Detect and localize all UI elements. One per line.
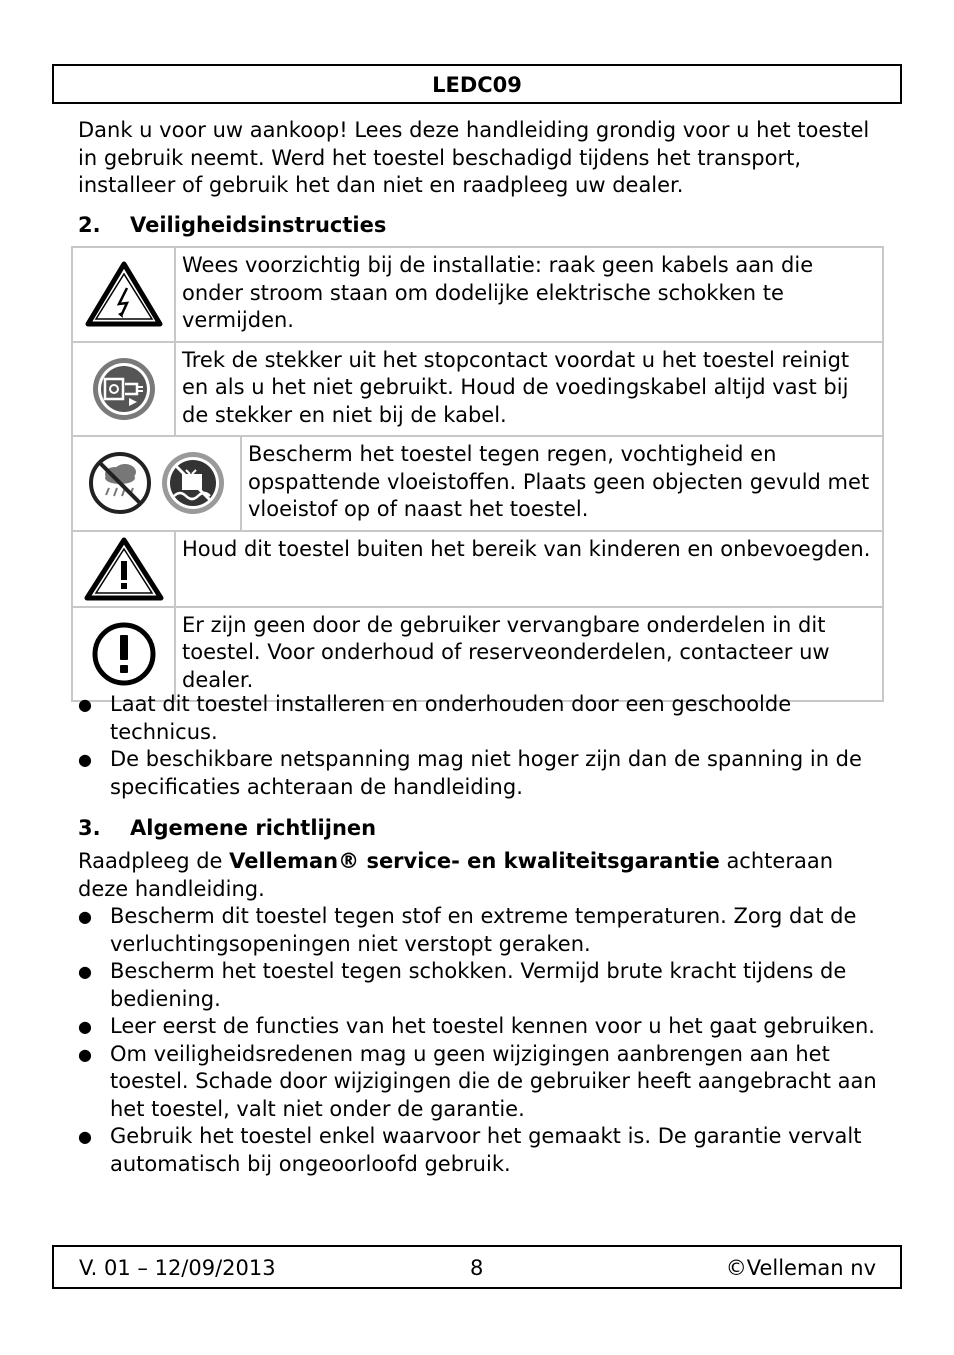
list-item: ● Laat dit toestel installeren en onderhouden door een geschoolde technicus. xyxy=(78,692,792,744)
document-header xyxy=(52,64,902,104)
no-liquid-icon xyxy=(160,450,226,516)
icon-cell xyxy=(72,342,175,437)
important-notice-icon xyxy=(91,621,157,687)
icon-cell xyxy=(72,607,175,702)
instruction-text: Wees voorzichtig bij de installatie: raak geen kabels aan die onder stroom staan om dodelijke elektrische schokken te vermijden. xyxy=(175,247,883,342)
icon-cell xyxy=(72,436,241,531)
safety-row xyxy=(72,531,883,607)
safety-instructions-table xyxy=(71,246,884,702)
list-item: ● De beschikbare netspanning mag niet hoger zijn dan de spanning in de specificaties achteraan de handleiding. xyxy=(78,747,862,799)
section-title: Algemene richtlijnen xyxy=(130,816,377,840)
page-number: 8 xyxy=(470,1256,484,1280)
model-title: LEDC09 xyxy=(432,73,522,97)
instruction-text: Trek de stekker uit het stopcontact voordat u het toestel reinigt en als u het niet gebruikt. Houd de voedingskabel altijd vast bij de stekker en niet bij de kabel. xyxy=(175,342,883,437)
intro-paragraph: Dank u voor uw aankoop! Lees deze handleiding grondig voor u het toestel in gebruik neemt. Werd het toestel beschadigd tijdens het transport, installeer of gebruik het dan niet en raadpleeg uw dealer. xyxy=(78,118,870,197)
safety-bullet-list xyxy=(78,691,878,801)
instruction-text: Bescherm het toestel tegen regen, vochtigheid en opspattende vloeistoffen. Plaats geen objecten gevuld met vloeistof op of naast het toestel. xyxy=(241,436,883,531)
section-2-heading xyxy=(78,213,386,237)
guarantee-name: Velleman® service- en kwaliteitsgarantie xyxy=(229,849,720,873)
safety-row xyxy=(72,436,883,531)
list-item: ● Leer eerst de functies van het toestel kennen voor u het gaat gebruiken. xyxy=(78,1014,875,1038)
icon-cell xyxy=(72,531,175,607)
section-number: 2. xyxy=(78,213,101,237)
list-item: ● Gebruik het toestel enkel waarvoor het gemaakt is. De garantie vervalt automatisch bij ongeoorloofd gebruik. xyxy=(78,1124,862,1176)
section-3-heading xyxy=(78,816,376,840)
instruction-text: Er zijn geen door de gebruiker vervangbare onderdelen in dit toestel. Voor onderhoud of reserveonderdelen, contacteer uw dealer. xyxy=(175,607,883,702)
copyright: ©Velleman nv xyxy=(725,1256,876,1280)
instruction-text: Houd dit toestel buiten het bereik van kinderen en onbevoegden. xyxy=(175,531,883,607)
list-item: ● Bescherm dit toestel tegen stof en extreme temperaturen. Zorg dat de verluchtingsopeningen niet verstopt geraken. xyxy=(78,904,857,956)
safety-row xyxy=(72,342,883,437)
general-warning-icon xyxy=(83,536,165,602)
list-item: ● Bescherm het toestel tegen schokken. Vermijd brute kracht tijdens de bediening. xyxy=(78,959,847,1011)
section-number: 3. xyxy=(78,816,101,840)
document-footer xyxy=(52,1245,902,1289)
safety-row xyxy=(72,607,883,702)
version-date: V. 01 – 12/09/2013 xyxy=(79,1256,276,1280)
icon-cell xyxy=(72,247,175,342)
safety-row xyxy=(72,247,883,342)
electric-shock-warning-icon xyxy=(85,260,163,328)
section-title: Veiligheidsinstructies xyxy=(130,213,387,237)
unplug-icon xyxy=(91,356,157,422)
list-item: ● Om veiligheidsredenen mag u geen wijzigingen aanbrengen aan het toestel. Schade door wijzigingen die de gebruiker heeft aangebracht aan het toestel, valt niet onder de garantie. xyxy=(78,1041,877,1121)
guidelines-bullet-list xyxy=(78,903,878,1178)
no-rain-icon xyxy=(87,450,153,516)
guarantee-paragraph: Raadpleeg de Velleman® service- en kwaliteitsgarantie achteraan deze handleiding. xyxy=(78,849,833,901)
